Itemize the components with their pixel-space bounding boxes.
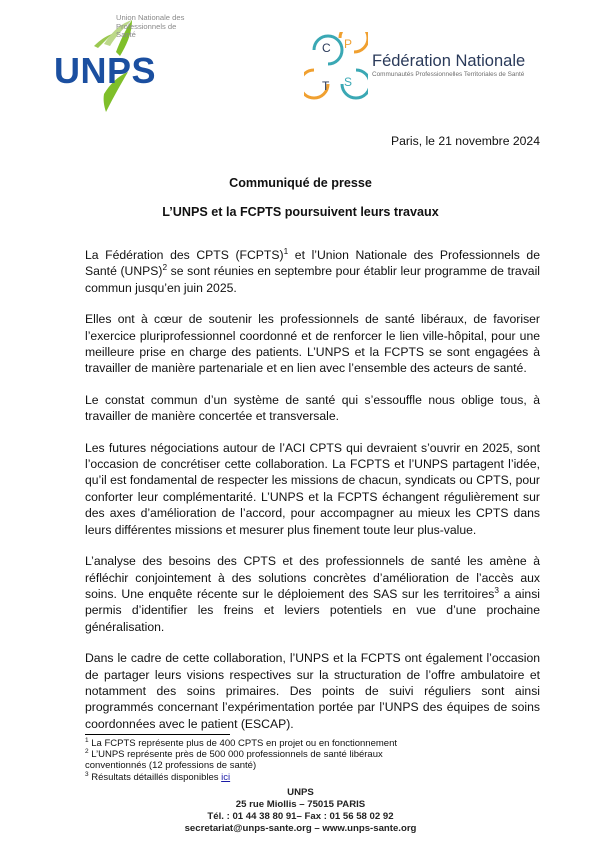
- paragraph-4: Les futures négociations autour de l’ACI CPTS qui devraient s’ouvrir en 2025, sont l’occasion de concrétiser cette collaboration. La FCPTS et l’UNPS partagent l’idée, qu’il est fondamental de respecter les missions de chacun, syndicats ou CPTS, pour conforter leur complémentarité. L’UNPS et la FCPTS échangent régulièrement sur des axes d’amélioration de l’accord, pour accompagner au mieux les CPTS dans leurs différentes missions et mesurer plus finement toute leur plus-value.: [85, 440, 540, 537]
- page-title: Communiqué de presse: [229, 176, 372, 190]
- logo-letter-t: T: [322, 79, 330, 93]
- footer-contact: secretariat@unps-sante.org – www.unps-sante.org: [184, 823, 417, 834]
- page-footer: [0, 787, 601, 835]
- logo-letter-s: S: [344, 75, 353, 89]
- logo-letter-p: P: [344, 37, 353, 51]
- fcpts-title: Fédération Nationale: [372, 52, 526, 70]
- paragraph-3: Le constat commun d’un système de santé qui s’essouffle nous oblige tous, à travailler de manière concertée et transversale.: [85, 392, 540, 424]
- paragraph-2: Elles ont à cœur de soutenir les professionnels de santé libéraux, de favoriser l’exercice pluriprofessionnel coordonné et de renforcer le lien ville-hôpital, pour une meilleure prise en charge des patients. L’UNPS et la FCPTS se sont engagées à travailler de manière partenariale et en lien avec l’ensemble des acteurs de santé.: [85, 312, 540, 376]
- date-line: Paris, le 21 novembre 2024: [390, 134, 540, 148]
- footnote-1: $^1$ La FCPTS représente plus de 400 CPTS en projet ou en fonctionnement: [85, 736, 397, 749]
- footnote-divider: [85, 734, 230, 735]
- footnote-3: $^3$ Résultats détaillés disponibles ici: [85, 770, 231, 783]
- footnotes: [85, 738, 430, 783]
- cpts-circles-icon: [304, 32, 368, 102]
- footnote-ref-2: 2: [162, 262, 168, 273]
- page-subtitle: L’UNPS et la FCPTS poursuivent leurs travaux: [162, 205, 439, 219]
- paragraph-6: Dans le cadre de cette collaboration, l’UNPS et la FCPTS ont également l’occasion de partager leurs visions respectives sur la structuration de l’offre ambulatoire et notamment des soins primaires. Des points de suivi réguliers sont ainsi programmés concernant l’expérimentation portée par l’UNPS des équipes de soins coordonnées avec le patient (ESCAP).: [85, 651, 540, 731]
- paragraph-5: L’analyse des besoins des CPTS et des professionnels de santé les amène à réfléchir conjointement à des solutions concrètes d’amélioration de l’accès aux soins. Une enquête récente sur le déploiement des SAS sur les territoires$^3$ a ainsi permis d’identifier les freins et leviers potentiels en vue d’une prochaine généralisation.: [85, 554, 540, 634]
- fcpts-subtitle: Communautés Professionnelles Territoriales de Santé: [372, 71, 525, 78]
- unps-tagline: Union Nationale des Professionnels de Santé: [116, 13, 185, 40]
- press-release-body: [85, 247, 540, 747]
- logo-letter-c: C: [322, 41, 331, 55]
- paragraph-1: La Fédération des CPTS (FCPTS)$^1$ et l’Union Nationale des Professionnels de Santé (UNPS)$^2$ se sont réunies en septembre pour établir leur programme de travail commun jusqu’en juin 2025.: [85, 245, 540, 295]
- unps-logo: [54, 14, 189, 114]
- footer-org: UNPS: [287, 787, 314, 798]
- fcpts-logo: [304, 32, 554, 102]
- footnote-2: $^2$ L’UNPS représente près de 500 000 professionnels de santé libéraux conventionnés (12 professions de santé): [85, 748, 383, 772]
- footnote-ref-1: 1: [283, 245, 289, 256]
- footer-phone: Tél. : 01 44 38 80 91– Fax : 01 56 58 02 92: [207, 811, 394, 822]
- footer-address: 25 rue Miollis – 75015 PARIS: [235, 799, 366, 810]
- unps-wordmark: UNPS: [54, 50, 157, 91]
- results-link[interactable]: ici: [221, 771, 231, 783]
- footnote-ref-3: 3: [494, 584, 499, 595]
